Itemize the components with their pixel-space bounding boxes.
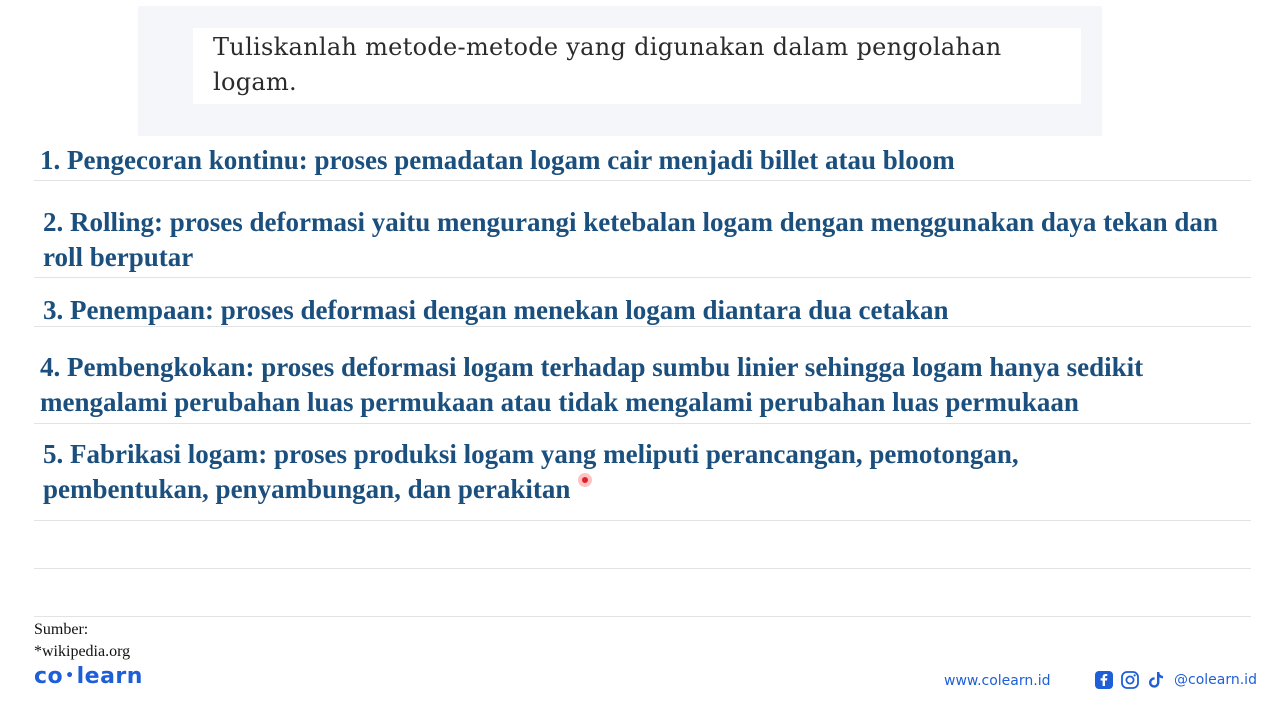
rule-line (34, 423, 1251, 424)
rule-line (34, 326, 1251, 327)
pointer-cursor (578, 473, 592, 487)
website-link[interactable]: www.colearn.id (944, 673, 1051, 689)
question-text: Tuliskanlah metode-metode yang digunakan dalam pengolahan logam. (213, 33, 1002, 96)
rule-line (34, 180, 1251, 181)
tiktok-icon[interactable] (1146, 670, 1166, 690)
answer-item-4: 4. Pembengkokan: proses deformasi logam terhadap sumbu linier sehingga logam hanya sedikit mengalami perubahan luas permukaan atau tidak mengalami perubahan luas permukaan (40, 352, 1144, 417)
logo-text-learn: learn (76, 664, 143, 689)
rule-line (34, 520, 1251, 521)
source-value: *wikipedia.org (34, 643, 131, 660)
colearn-logo[interactable] (34, 664, 143, 689)
rule-line (34, 568, 1251, 569)
social-handle[interactable]: @colearn.id (1174, 672, 1257, 688)
logo-text-co: co (34, 664, 64, 689)
answer-item-1: 1. Pengecoran kontinu: proses pemadatan logam cair menjadi billet atau bloom (40, 145, 955, 175)
rule-line (34, 616, 1251, 617)
answer-item-3: 3. Penempaan: proses deformasi dengan menekan logam diantara dua cetakan (43, 295, 949, 325)
social-links (1094, 670, 1257, 690)
facebook-icon[interactable] (1094, 670, 1114, 690)
rule-line (34, 277, 1251, 278)
source-label: Sumber: (34, 621, 89, 638)
logo-dot: • (65, 668, 75, 684)
instagram-icon[interactable] (1120, 670, 1140, 690)
answer-item-5: 5. Fabrikasi logam: proses produksi logam yang meliputi perancangan, pemotongan, pembentukan, penyambungan, dan perakitan (43, 439, 1019, 504)
answer-item-2: 2. Rolling: proses deformasi yaitu mengurangi ketebalan logam dengan menggunakan daya tekan dan roll berputar (43, 207, 1218, 272)
source-note (34, 619, 130, 663)
